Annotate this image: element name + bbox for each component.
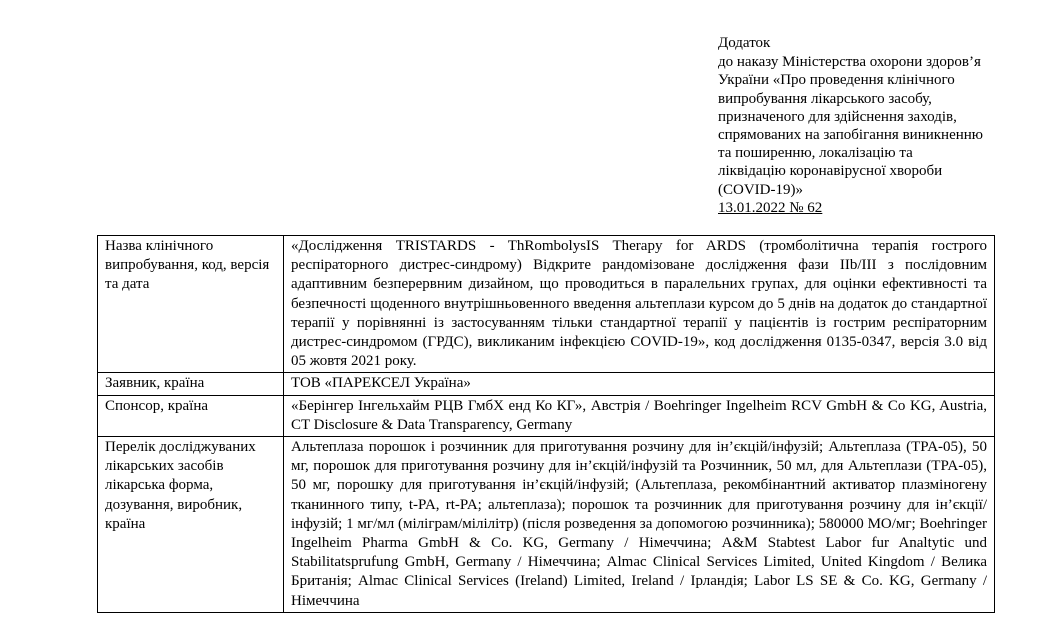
- addendum-line: до наказу Міністерства охорони здоров’я: [718, 54, 981, 71]
- table-row: [98, 437, 995, 613]
- order-addendum-header: [718, 34, 1018, 217]
- row-value: Альтеплаза порошок і розчинник для приготування розчину для ін’єкцій/інфузій; Альтеплаза (TPA-05), 50 мг, порошок для приготування розчину для ін’єкцій/інфузій та Розчинник, 50 мл, для Альтеплази (TPA-05), 50 мг, порошку для приготування ін’єкцій/інфузій; (Альтеплаза, рекомбінантний активатор плазміногену тканинного типу, t-PA, rt-PA; альтеплаза); порошок та розчинник для приготування розчину для ін’єкції/інфузій; 1 мг/мл (міліграм/мілілітр) (після розведення за допомогою розчинника); 580000 МО/мг; Boehringer Ingelheim Pharma GmbH & Co. KG, Germany / Німеччина; A&M Stabtest Labor fur Analtytic und Stabilitatsprufung GmbH, Germany / Німеччина; Almac Clinical Services Limited, United Kingdom / Велика Британія; Almac Clinical Services (Ireland) Limited, Ireland / Ірландія; Labor LS SE & Co. KG, Germany / Німеччина: [284, 437, 995, 613]
- addendum-line: випробування лікарського засобу,: [718, 90, 932, 107]
- addendum-title: Додаток: [718, 35, 771, 51]
- table-row: [98, 373, 995, 395]
- addendum-line: спрямованих на запобігання виникненню: [718, 127, 983, 144]
- order-date-number: 13.01.2022 № 62: [718, 199, 823, 216]
- clinical-trial-info-table: [97, 235, 995, 613]
- addendum-line: та поширенню, локалізацію та: [718, 145, 913, 162]
- row-value: «Берінгер Інгельхайм РЦВ ГмбХ енд Ко КГ», Австрія / Boehringer Ingelheim RCV GmbH & Co KG, Austria, CT Disclosure & Data Transparency, Germany: [284, 395, 995, 436]
- addendum-line: (COVID-19)»: [718, 181, 803, 198]
- row-label: Назва клінічного випробування, код, версія та дата: [98, 236, 284, 373]
- row-label: Заявник, країна: [98, 373, 284, 395]
- addendum-line: України «Про проведення клінічного: [718, 72, 955, 89]
- table-row: [98, 236, 995, 373]
- row-label: Спонсор, країна: [98, 395, 284, 436]
- addendum-line: ліквідацію коронавірусної хвороби: [718, 163, 943, 180]
- row-value: «Дослідження TRISTARDS - ThRombolysIS Therapy for ARDS (тромболітична терапія гострого респіраторного дистрес-синдрому) Відкрите рандомізоване дослідження фази IIb/III з послідовним адаптивним безперервним дизайном, що проводиться в паралельних групах, для оцінки ефективності та безпечності щоденного внутрішньовенного введення альтеплази курсом до 5 днів на додаток до стандартної терапії у порівнянні із застосуванням тільки стандартної терапії у пацієнтів із гострим респіраторним дистрес-синдромом (ГРДС), викликаним інфекцією COVID-19», код дослідження 0135-0347, версія 3.0 від 05 жовтя 2021 року.: [284, 236, 995, 373]
- addendum-line: призначеного для здійснення заходів,: [718, 108, 957, 125]
- row-value: ТОВ «ПАРЕКСЕЛ Україна»: [284, 373, 995, 395]
- table-row: [98, 395, 995, 436]
- row-label: Перелік досліджуваних лікарських засобів лікарська форма, дозування, виробник, країна: [98, 437, 284, 613]
